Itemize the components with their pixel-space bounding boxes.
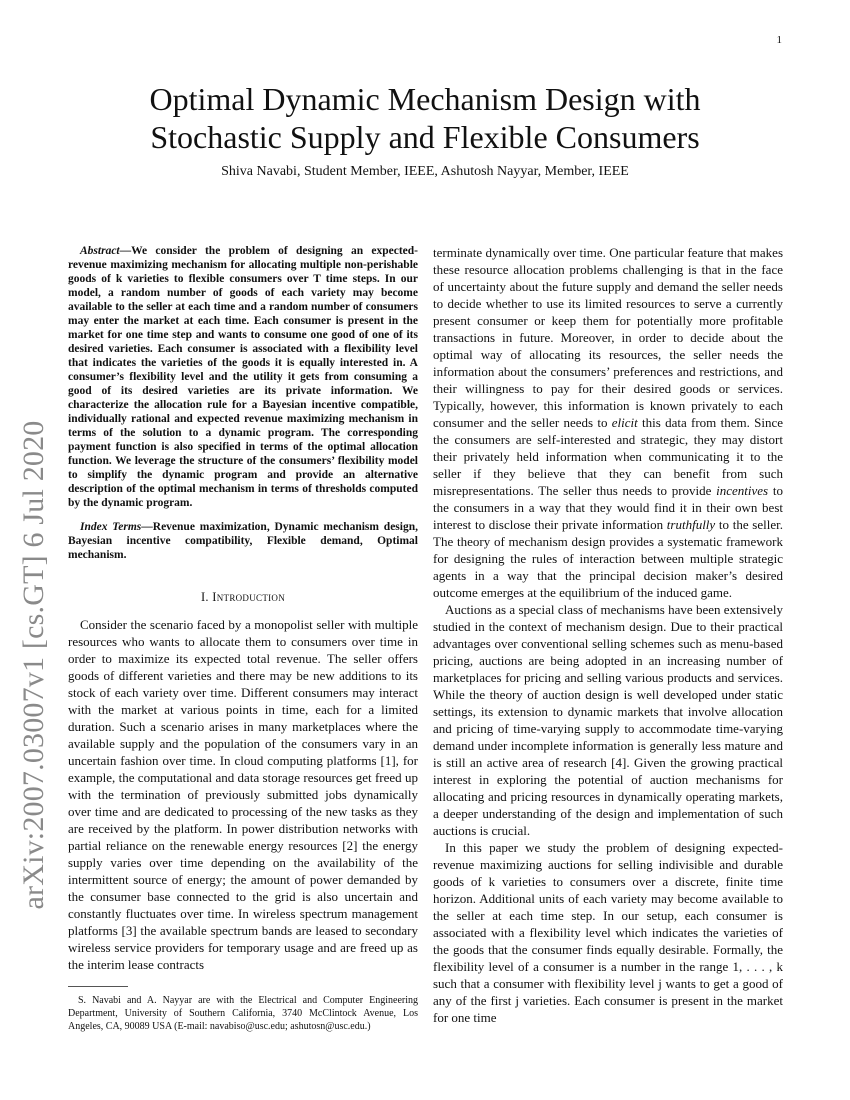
index-terms xyxy=(68,520,418,562)
abstract xyxy=(68,244,418,510)
page-number: 1 xyxy=(776,34,782,46)
paper-title xyxy=(80,80,770,156)
section-heading-introduction: I. Introduction xyxy=(200,590,286,604)
para-text-c: to the consumers in a way that they would find it in their own best interest to disclose their private information xyxy=(433,483,783,532)
index-terms-text: —Revenue maximization, Dynamic mechanism design, Bayesian incentive compatibility, Flexible demand, Optimal mechanism. xyxy=(68,521,418,561)
para-text-d: to the seller. The theory of mechanism design provides a systematic framework for designing the rules of interaction between multiple strategic agents in a way that the principal decision maker’s desired outcome emerges at the equilibrium of the induced game. xyxy=(433,517,783,600)
para-text-b: this data from them. Since the consumers are self-interested and strategic, they may distort their privately held information when communicating it to the seller if they believe that they can benefit from such misrepresentations. The seller thus needs to provide xyxy=(433,415,783,498)
title-line-2: Stochastic Supply and Flexible Consumers xyxy=(150,119,700,155)
abstract-text: —We consider the problem of designing an expected-revenue maximizing mechanism for allocating multiple non-perishable goods of k varieties to flexible consumers over T time steps. In our model, a random number of goods of each variety may become available to the seller at each time and a random number of consumers may enter the market at each time. Each consumer is present in the market for one time step and wants to consume one good of one of its desired varieties. Each consumer is associated with a flexibility level that indicates the varieties of the goods it is equally interested in. A consumer’s flexibility level and the utility it gets from consuming a good of its desired varieties are its private information. We characterize the allocation rule for a Bayesian incentive compatible, individually rational and expected revenue maximizing mechanism in terms of the solution to a dynamic program. The corresponding payment function is also specified in terms of the optimal allocation function. We leverage the structure of the consumers’ flexibility model to simplify the dynamic program and provide an alternative description of the optimal mechanism in terms of thresholds computed by the dynamic program. xyxy=(68,245,418,509)
title-line-1: Optimal Dynamic Mechanism Design with xyxy=(149,81,701,117)
abstract-lead: Abstract xyxy=(80,245,120,257)
emphasis-elicit: elicit xyxy=(611,415,638,430)
emphasis-truthfully: truthfully xyxy=(666,517,716,532)
arxiv-stamp xyxy=(6,300,62,1030)
footnote-rule xyxy=(68,986,128,987)
author-line: Shiva Navabi, Student Member, IEEE, Ashutosh Nayyar, Member, IEEE xyxy=(221,164,629,179)
intro-paragraph-1: Consider the scenario faced by a monopolist seller with multiple resources who wants to allocate them to consumers over time in order to maximize its expected total revenue. The seller offers goods of different varieties and there may be new additions to its stock of each variety over time. Different consumers may interact with the market at various points in time, each for a limited duration. Such a scenario arises in many marketplaces where the available supply and the population of the consumers vary in an uncertain fashion over time. In cloud computing platforms [1], for example, the computational and data storage resources get freed up with the termination of previously submitted jobs dynamically over time and are dedicated to processing of the new tasks as they are received by the platform. In power distribution networks with partial reliance on the renewable energy resources [2] the energy supply varies over time depending on the availability of the intermittent source of energy; the amount of power demanded by the consumer base connected to the grid is also uncertain and constantly fluctuates over time. In wireless spectrum management platforms [3] the available spectrum bands are leased to secondary wireless service providers for temporary usage and are freed up as the interim lease contracts xyxy=(68,617,418,972)
right-column xyxy=(433,244,783,1026)
author-affiliation-footnote: S. Navabi and A. Nayyar are with the Electrical and Computer Engineering Department, University of Southern California, 3740 McClintock Avenue, Los Angeles, CA, 90089 USA (E-mail: navabiso@usc.edu; ashutosn@usc.edu.) xyxy=(68,995,418,1032)
intro-paragraph-2: Auctions as a special class of mechanisms have been extensively studied in the context of mechanism design. Due to their practical advantages over conventional selling schemes such as menu-based pricing, auctions are being adopted in an increasing number of marketplaces for pricing and selling various products and services. While the theory of auction design is well developed under static settings, its extension to dynamic markets that involve allocation and pricing of time-varying supply to accommodate time-varying demand under incomplete information is generally less mature and is still an active area of research [4]. Given the growing practical interest in exploring the potential of auction mechanisms for allocating and pricing resources in dynamically operating markets, a deeper understanding of the design and implementation of such auctions is crucial. xyxy=(433,602,783,838)
arxiv-stamp-text: arXiv:2007.03007v1 [cs.GT] 6 Jul 2020 xyxy=(17,420,50,910)
emphasis-incentives: incentives xyxy=(716,483,769,498)
index-terms-lead: Index Terms xyxy=(80,521,142,533)
left-column xyxy=(68,244,418,973)
intro-paragraph-1-continued xyxy=(433,244,783,601)
para-text-a: terminate dynamically over time. One particular feature that makes these resource allocation problems challenging is that in the face of uncertainty about the future supply and demand the seller needs to decide whether to use its limited resources to serve a currently present consumer or keep them for potentially more profitable transactions in future. Moreover, in order to decide about the optimal way of allocating its resources, the seller needs the information about the consumers’ preferences and restrictions, and their willingness to pay for their desired goods or services. Typically, however, this information is known privately to each consumer and the seller needs to xyxy=(433,245,783,430)
intro-paragraph-3: In this paper we study the problem of designing expected-revenue maximizing auctions for selling indivisible and durable goods of k varieties to consumers over a discrete, finite time horizon. Additional units of each variety may become available to the seller at each time step. In our setup, each consumer is associated with a flexibility level which indicates the varieties of the goods that the consumer finds equally desirable. Formally, the flexibility level of a consumer is a number in the range 1, . . . , k such that a consumer with flexibility level j wants to get a good of any of the first j varieties. Each consumer is present in the market for one time xyxy=(433,840,783,1025)
